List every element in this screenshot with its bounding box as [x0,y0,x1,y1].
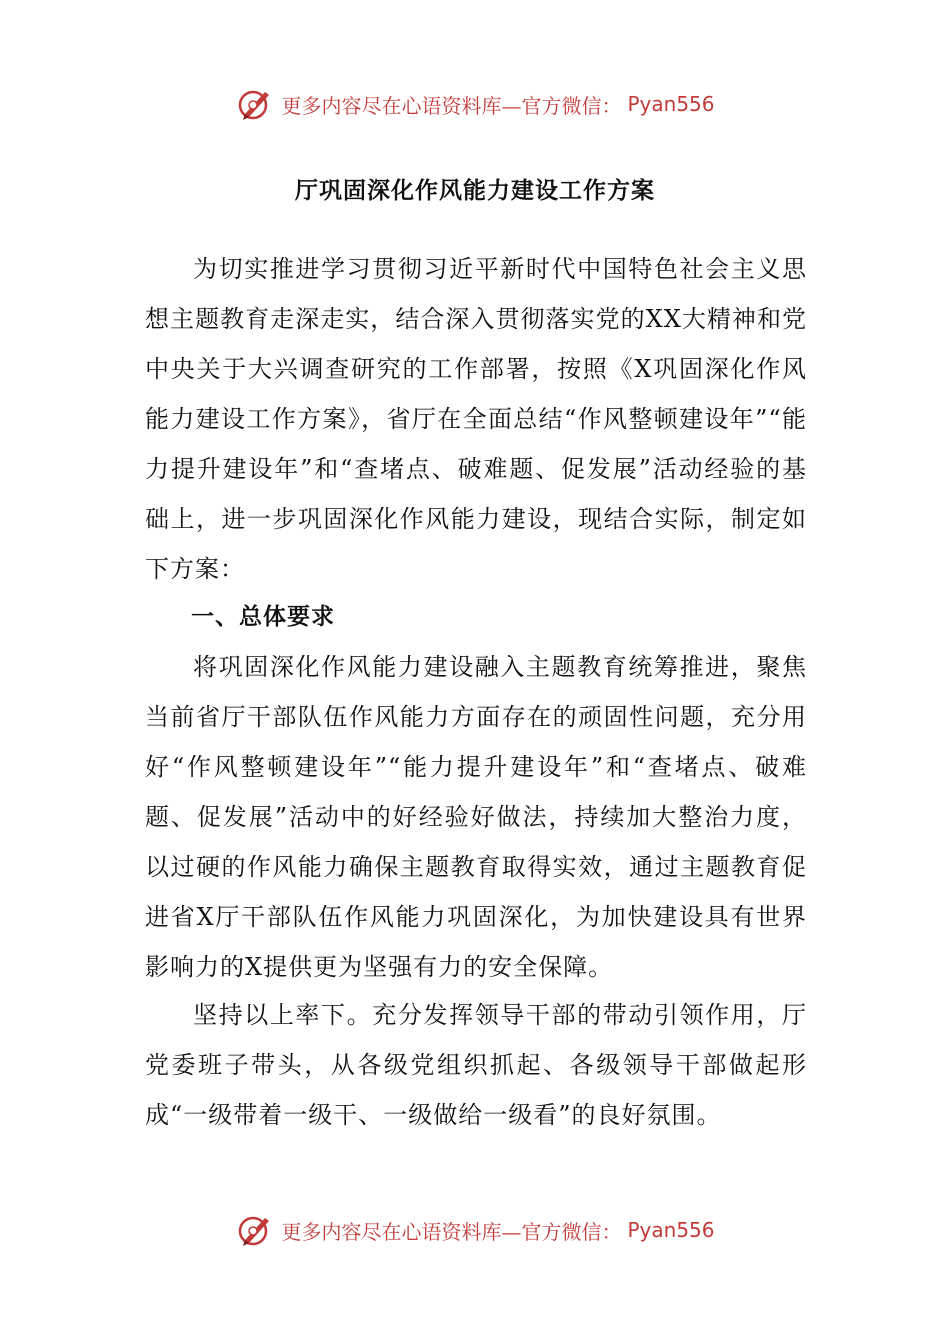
pen-circle-logo-icon [235,84,275,124]
paragraph-general-requirements [145,642,807,992]
footer-banner [0,1208,950,1252]
header-banner [0,82,950,126]
paragraph-intro [145,244,807,594]
document-title: 厅巩固深化作风能力建设工作方案 [295,178,655,204]
header-banner-wechat-id: Pyan556 [627,92,715,116]
paragraph-lead-by-example-text: 坚持以上率下。充分发挥领导干部的带动引领作用，厅党委班子带头，从各级党组织抓起、各级领导干部做起形成“一级带着一级干、一级做给一级看”的良好氛围。 [145,1001,807,1129]
pen-circle-logo-icon [235,1210,275,1250]
header-banner-text: 更多内容尽在心语资料库—官方微信： [281,93,622,118]
footer-banner-wechat-id: Pyan556 [627,1218,715,1242]
paragraph-general-requirements-text: 将巩固深化作风能力建设融入主题教育统筹推进，聚焦当前省厅干部队伍作风能力方面存在的顽固性问题，充分用好“作风整顿建设年”“能力提升建设年”和“查堵点、破难题、促发展”活动中的好经验好做法，持续加大整治力度，以过硬的作风能力确保主题教育取得实效，通过主题教育促进省X厅干部队伍作风能力巩固深化，为加快建设具有世界影响力的X提供更为坚强有力的安全保障。 [145,653,807,981]
paragraph-lead-by-example [145,990,807,1140]
footer-banner-text: 更多内容尽在心语资料库—官方微信： [281,1219,622,1244]
paragraph-intro-text: 为切实推进学习贯彻习近平新时代中国特色社会主义思想主题教育走深走实，结合深入贯彻落实党的XX大精神和党中央关于大兴调查研究的工作部署，按照《X巩固深化作风能力建设工作方案》，省厅在全面总结“作风整顿建设年”“能力提升建设年”和“查堵点、破难题、促发展”活动经验的基础上，进一步巩固深化作风能力建设，现结合实际，制定如下方案： [145,255,807,583]
section-heading-general-requirements: 一、总体要求 [191,604,335,630]
